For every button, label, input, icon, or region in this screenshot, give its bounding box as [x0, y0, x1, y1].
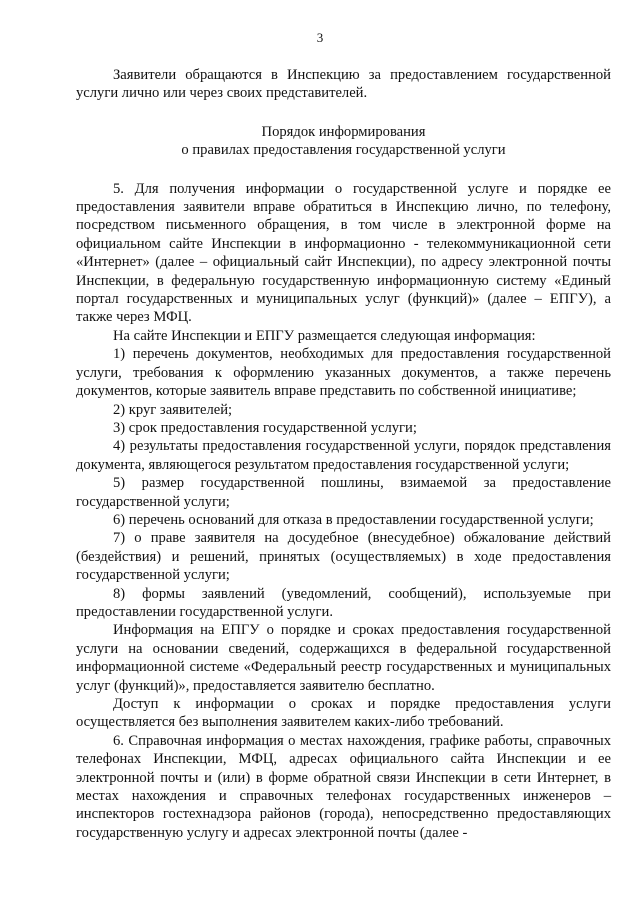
- list-item-5: 5) размер государственной пошлины, взимаемой за предоставление государственной услуги;: [76, 475, 611, 510]
- paragraph-item-5: 5. Для получения информации о государственной услуге и порядке ее предоставления заявители вправе обратиться в Инспекцию лично, по телефону, посредством письменного обращения, в том числе в электронной форме на официальном сайте Инспекции в информационно - телекоммуникационной сети «Интернет» (далее – официальный сайт Инспекции), по адресу электронной почты Инспекции, в федеральную государственную информационную систему «Единый портал государственных и муниципальных услуг (функций)» (далее – ЕПГУ), а также через МФЦ.: [76, 180, 611, 326]
- paragraph-site-info: На сайте Инспекции и ЕПГУ размещается следующая информация:: [113, 327, 536, 344]
- section-heading: [76, 123, 611, 160]
- list-item-8: 8) формы заявлений (уведомлений, сообщений), используемые при предоставлении государственной услуги.: [76, 585, 611, 620]
- list-item-2: 2) круг заявителей;: [113, 401, 233, 418]
- paragraph-access-info: Доступ к информации о сроках и порядке предоставления услуги осуществляется без выполнения заявителем каких-либо требований.: [76, 696, 611, 731]
- list-item-7: 7) о праве заявителя на досудебное (внесудебное) обжалование действий (бездействия) и решений, принятых (осуществляемых) в ходе предоставления государственной услуги;: [76, 530, 611, 584]
- paragraph-epgu-info: Информация на ЕПГУ о порядке и сроках предоставления государственной услуги на основании сведений, содержащихся в федеральной государственной информационной системе «Федеральный реестр государственных и муниципальных услуг (функций)», предоставляется заявителю бесплатно.: [76, 622, 611, 694]
- page-number: 3: [316, 30, 324, 45]
- list-item-1: 1) перечень документов, необходимых для предоставления государственной услуги, требования к оформлению указанных документов, а также перечень документов, которые заявитель вправе представить по собственной инициативе;: [76, 346, 611, 400]
- paragraph-item-6: 6. Справочная информация о местах нахождения, графике работы, справочных телефонах Инспекции, МФЦ, адресах официального сайта Инспекции и ее электронной почты и (или) в форме обратной связи Инспекции в сети Интернет, в местах нахождения и справочных телефонах государственных инженеров – инспекторов гостехнадзора районов (города), непосредственно предоставляющих государственную услугу и адресах электронной почты (далее -: [76, 732, 611, 841]
- list-item-4: 4) результаты предоставления государственной услуги, порядок представления документа, являющегося результатом предоставления государственной услуги;: [76, 438, 611, 473]
- section-heading-line-1: Порядок информирования: [261, 123, 426, 140]
- intro-paragraph: Заявители обращаются в Инспекцию за предоставлением государственной услуги лично или через своих представителей.: [76, 67, 611, 102]
- section-heading-line-2: о правилах предоставления государственной услуги: [181, 142, 506, 159]
- list-item-3: 3) срок предоставления государственной услуги;: [113, 419, 417, 436]
- list-item-6: 6) перечень оснований для отказа в предоставлении государственной услуги;: [113, 511, 594, 528]
- document-body: [76, 66, 611, 842]
